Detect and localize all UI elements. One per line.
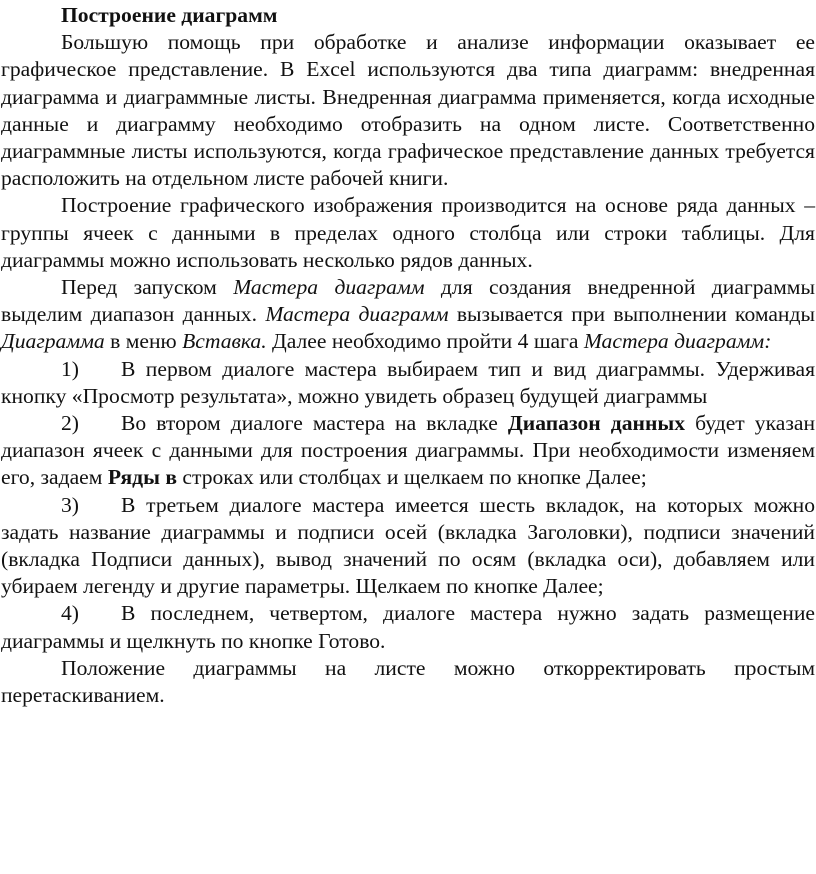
italic-term-insert-menu: Вставка.	[182, 329, 267, 354]
bold-term-data-range: Диапазон данных	[507, 411, 686, 436]
italic-term-chart-wizard: Мастера диаграмм	[233, 275, 425, 300]
list-item-step-2	[1, 410, 815, 492]
text-run: вызывается при выполнении команды	[448, 302, 815, 327]
text-run: для создания внедренной диаграммы выделим диапазон данных.	[1, 275, 815, 327]
list-item-text: В третьем диалоге мастера имеется шесть вкладок, на которых можно задать название диаграммы и подписи осей (вкладка Заголовки), подписи значений (вкладка Подписи данных), вывод значений по осям (вкладка оси), добавляем или убираем легенду и другие параметры. Щелкаем по кнопке Далее;	[1, 492, 815, 599]
text-run: Перед запуском	[61, 275, 234, 300]
text-run: в меню	[104, 329, 183, 354]
list-number: 2)	[61, 411, 79, 436]
list-number: 4)	[61, 601, 79, 626]
text-run: будет указан диапазон ячеек с данными для построения диаграммы. При необходимости изменяем его, задаем	[1, 411, 816, 490]
italic-term-chart-wizard: Мастера диаграмм	[265, 302, 449, 327]
paragraph-intro: Большую помощь при обработке и анализе информации оказывает ее графическое представление. В Excel используются два типа диаграмм: внедренная диаграмма и диаграммные листы. Внедренная диаграмма применяется, когда исходные данные и диаграмму необходимо отобразить на одном листе. Соответственно диаграммные листы используются, когда графическое представление данных требуется расположить на отдельном листе рабочей книги.	[1, 30, 815, 191]
list-number: 1)	[61, 356, 79, 381]
document-page	[1, 2, 815, 709]
text-run: Во втором диалоге мастера на вкладке	[121, 411, 508, 436]
list-item-step-1	[1, 356, 815, 410]
bold-term-series-in: Ряды в	[107, 465, 178, 490]
list-item-text: В первом диалоге мастера выбираем тип и вид диаграммы. Удерживая кнопку «Просмотр результата», можно увидеть образец будущей диаграммы	[1, 356, 815, 408]
document-title: Построение диаграмм	[61, 3, 278, 27]
paragraph-positioning: Положение диаграммы на листе можно откорректировать простым перетаскиванием.	[1, 655, 815, 708]
paragraph-chart-wizard	[1, 274, 815, 356]
italic-term-chart-wizard: Мастера диаграмм:	[583, 329, 772, 354]
list-item-step-3	[1, 492, 815, 601]
italic-term-chart-command: Диаграмма	[1, 329, 105, 354]
list-number: 3)	[61, 492, 79, 517]
list-item-text: В последнем, четвертом, диалоге мастера нужно задать размещение диаграммы и щелкнуть по кнопке Готово.	[1, 601, 815, 653]
text-run: строках или столбцах и щелкаем по кнопке Далее;	[177, 465, 647, 490]
list-item-step-4	[1, 600, 815, 654]
paragraph-data-series: Построение графического изображения производится на основе ряда данных – группы ячеек с данными в пределах одного столбца или строки таблицы. Для диаграммы можно использовать несколько рядов данных.	[1, 193, 815, 272]
text-run: Далее необходимо пройти 4 шага	[266, 329, 584, 354]
